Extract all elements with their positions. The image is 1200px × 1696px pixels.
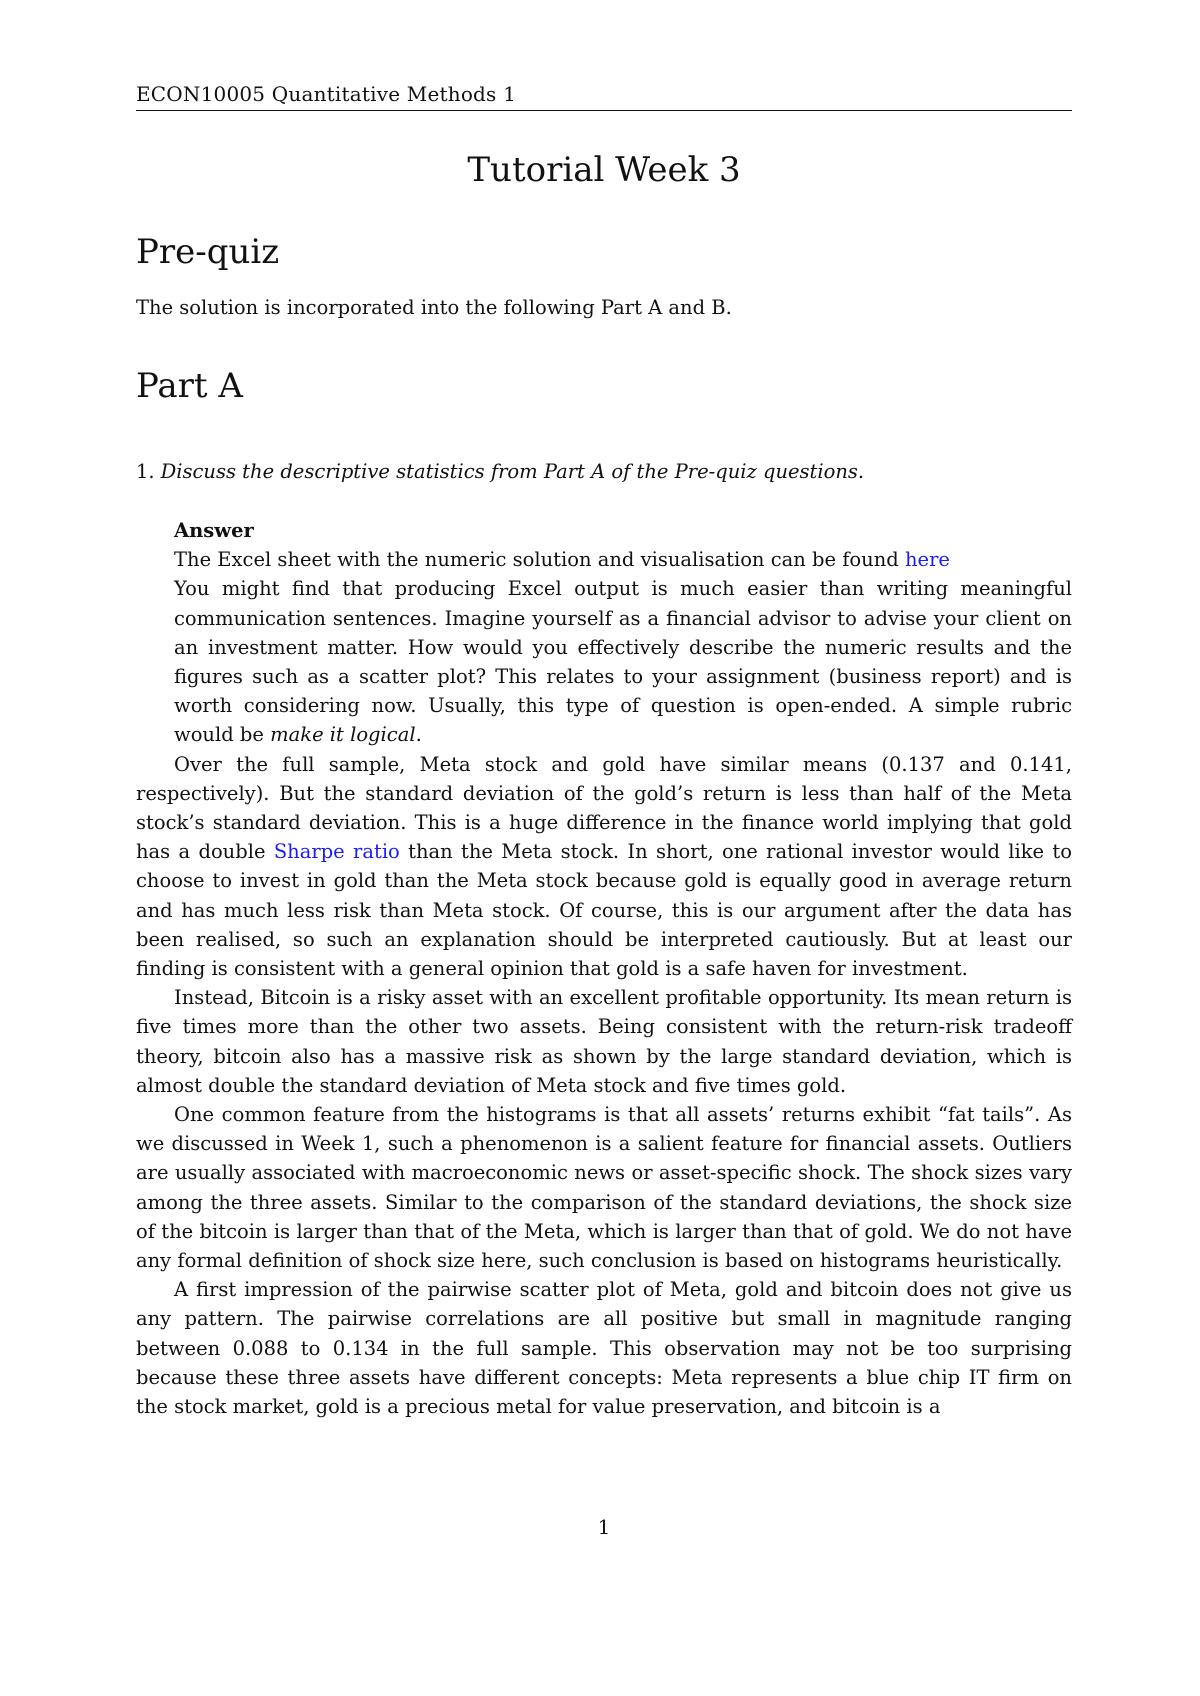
answer-paragraph-5: A first impression of the pairwise scatter plot of Meta, gold and bitcoin does not give us any pattern. The pairwise correlations are all positive but small in magnitude ranging between 0.088 to 0.134 in the full sample. This observation may not be too surprising because these three assets have different concepts: Meta represents a blue chip IT firm on the stock market, gold is a precious metal for value preservation, and bitcoin is a (136, 1278, 1072, 1419)
excel-here-link[interactable]: here (904, 548, 950, 572)
header-rule (136, 110, 1072, 111)
answer-paragraph-3: Instead, Bitcoin is a risky asset with an excellent profitable opportunity. Its mean return is five times more than the other two assets. Being consistent with the return-risk tradeoff theory, bitcoin also has a massive risk as shown by the large standard deviation, which is almost double the standard deviation of Meta stock and five times gold. (136, 986, 1072, 1097)
para1-text: You might find that producing Excel output is much easier than writing meaningful communication sentences. Imagine yourself as a financial advisor to advise your client on an investment matter. How would you effectively describe the numeric results and the figures such as a scatter plot? This relates to your assignment (business report) and is worth considering now. Usually, this type of question is open-ended. A simple rubric would be (174, 577, 1072, 747)
excel-line (174, 545, 1072, 574)
page-number: 1 (597, 1515, 611, 1539)
document-title: Tutorial Week 3 (467, 150, 741, 190)
answer-block (136, 516, 1072, 1421)
question-1 (136, 460, 864, 483)
para2-text-rest: than the Meta stock. In short, one rational investor would like to choose to invest in gold than the Meta stock because gold is equally good in average return and has much less risk than Meta stock. Of course, this is our argument after the data has been realised, so such an explanation should be interpreted cautiously. But at least our finding is consistent with a general opinion that gold is a safe haven for investment. (136, 840, 1072, 981)
question-number: 1. (136, 460, 155, 483)
answer-paragraph-4: One common feature from the histograms is that all assets’ returns exhibit “fat tails”. As we discussed in Week 1, such a phenomenon is a salient feature for financial assets. Outliers are usually associated with macroeconomic news or asset-specific shock. The shock sizes vary among the three assets. Similar to the comparison of the standard deviations, the shock size of the bitcoin is larger than that of the Meta, which is larger than that of gold. We do not have any formal definition of shock size here, such conclusion is based on histograms heuristically. (136, 1103, 1072, 1273)
answer-paragraph-1 (174, 574, 1072, 749)
para1-emphasis: make it logical (270, 723, 416, 747)
sharpe-ratio-link[interactable]: Sharpe ratio (273, 840, 400, 864)
answer-paragraph-2 (136, 750, 1072, 984)
para1-end: . (415, 723, 422, 747)
section-heading-part-a: Part A (136, 366, 243, 406)
running-header: ECON10005 Quantitative Methods 1 (136, 82, 517, 106)
excel-line-text: The Excel sheet with the numeric solution and visualisation can be found (174, 548, 899, 572)
question-text: Discuss the descriptive statistics from Part A of the Pre-quiz questions. (160, 460, 865, 483)
prequiz-text: The solution is incorporated into the following Part A and B. (136, 296, 732, 319)
answer-heading: Answer (174, 519, 254, 542)
section-heading-prequiz: Pre-quiz (136, 232, 280, 272)
document-page (136, 0, 1072, 1696)
para2-text: Over the full sample, Meta stock and gold have similar means (0.137 and 0.141, respectively). But the standard deviation of the gold’s return is less than half of the Meta stock’s standard deviation. This is a huge difference in the finance world implying that gold has a double (136, 752, 1072, 864)
